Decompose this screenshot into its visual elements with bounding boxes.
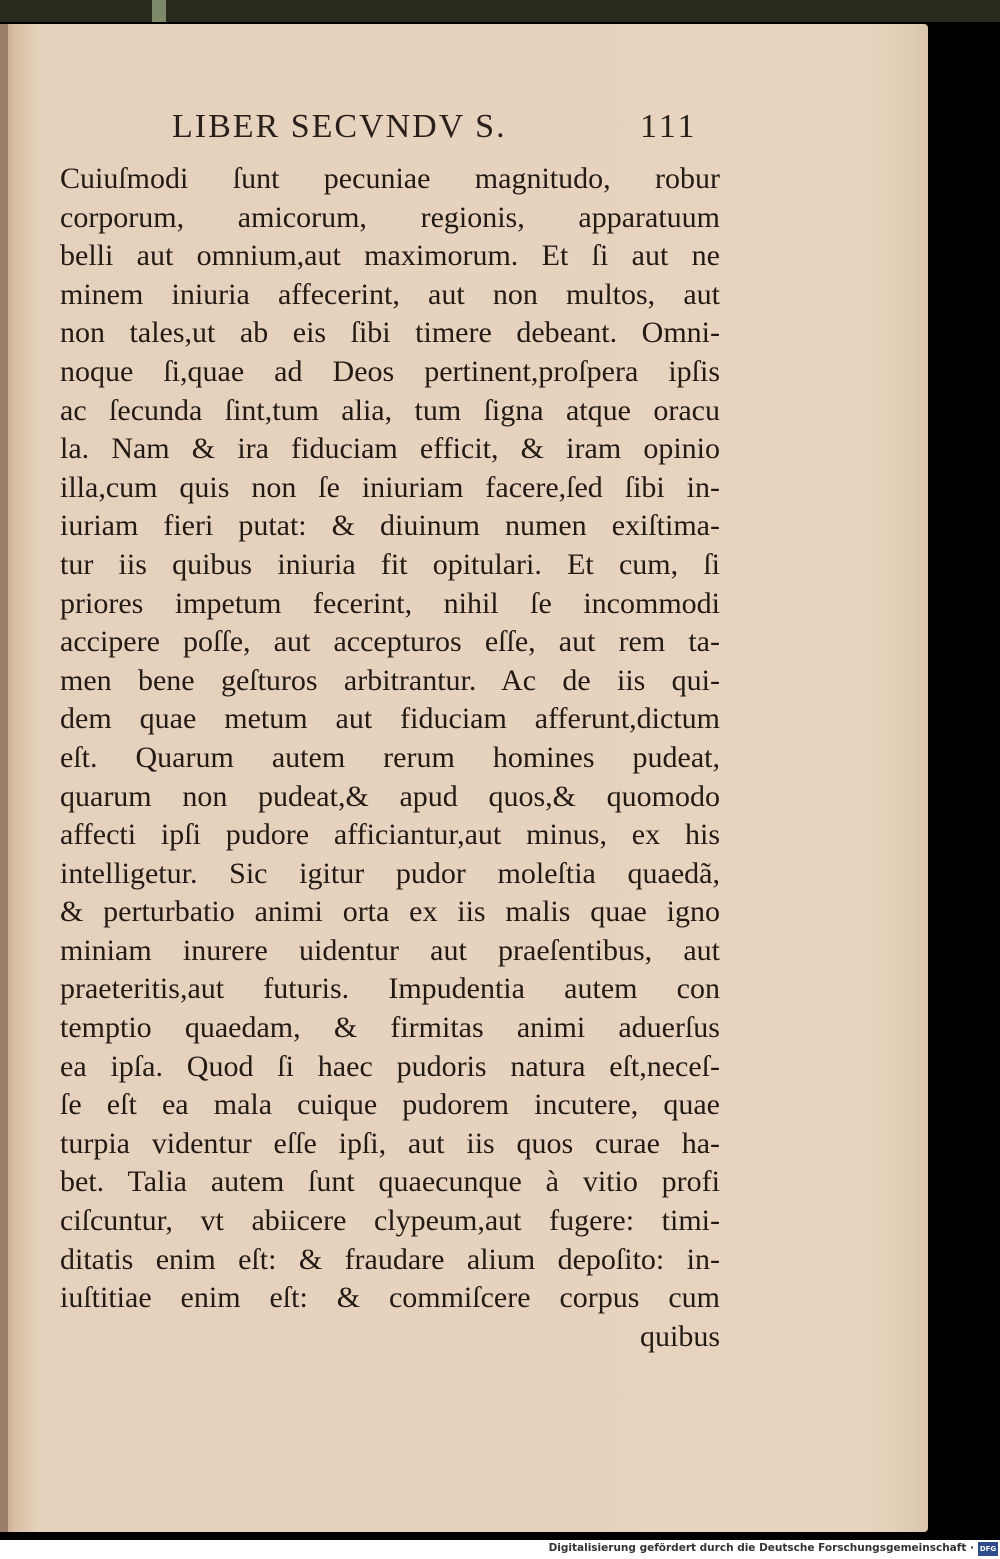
text-line: ditatis enim eſt: & fraudare alium depoſito: in- [60,1242,720,1276]
text-line: men bene geſturos arbitrantur. Ac de iis qui- [60,663,720,697]
text-line: priores impetum fecerint, nihil ſe incommodi [60,586,720,620]
funding-credit: Digitalisierung gefördert durch die Deutsche Forschungsgemeinschaft · [548,1542,974,1554]
text-line: iuſtitiae enim eſt: & commiſcere corpus cum [60,1281,720,1315]
text-line: dem quae metum aut fiduciam afferunt,dictum [60,702,720,736]
text-line: ea ipſa. Quod ſi haec pudoris natura eſt,neceſ- [60,1049,720,1083]
text-line: accipere poſſe, aut accepturos eſſe, aut rem ta- [60,625,720,659]
text-line: intelligetur. Sic igitur pudor moleſtia quaedã, [60,856,720,890]
text-line: eſt. Quarum autem rerum homines pudeat, [60,740,720,774]
bookmark-tab [152,0,166,22]
text-line: ciſcuntur, vt abiicere clypeum,aut fugere: timi- [60,1204,720,1238]
text-line: non tales,ut ab eis ſibi timere debeant. Omni- [60,316,720,350]
text-line: belli aut omnium,aut maximorum. Et ſi aut ne [60,239,720,273]
page-number: 111 [640,108,698,145]
text-line: tur iis quibus iniuria fit opitulari. Et cum, ſi [60,547,720,581]
digitization-footer [0,1540,1000,1559]
scan-top-strip [0,0,1000,22]
text-line: turpia videntur eſſe ipſi, aut iis quos curae ha- [60,1126,720,1160]
running-title: LIBER SECVNDV S. [172,108,507,145]
text-line: ſe eſt ea mala cuique pudorem incutere, quae [60,1088,720,1122]
text-line: Cuiuſmodi ſunt pecuniae magnitudo, robur [60,162,720,195]
text-line: noque ſi,quae ad Deos pertinent,proſpera ipſis [60,354,720,388]
text-line: iuriam fieri putat: & diuinum numen exiſtima- [60,509,720,543]
catchword: quibus [639,1319,720,1353]
text-line: & perturbatio animi orta ex iis malis quae igno [60,895,720,929]
dfg-logo-icon: DFG [978,1542,998,1556]
text-line: illa,cum quis non ſe iniuriam facere,ſed ſibi in- [60,470,720,504]
text-line: la. Nam & ira fiduciam efficit, & iram opinio [60,432,720,466]
text-line: quarum non pudeat,& apud quos,& quomodo [60,779,720,813]
text-line: minem iniuria affecerint, aut non multos, aut [60,277,720,311]
text-line: affecti ipſi pudore afficiantur,aut minus, ex his [60,818,720,852]
text-line: miniam inurere uidentur aut praeſentibus, aut [60,933,720,967]
text-line: praeteritis,aut futuris. Impudentia autem con [60,972,720,1006]
page-binding-edge [0,24,8,1532]
text-line: ac ſecunda ſint,tum alia, tum ſigna atque oracu [60,393,720,427]
text-line: corporum, amicorum, regionis, apparatuum [60,200,720,234]
text-line: bet. Talia autem ſunt quaecunque à vitio profi [60,1165,720,1199]
body-text [60,160,720,1356]
text-line: temptio quaedam, & firmitas animi aduerſus [60,1011,720,1045]
